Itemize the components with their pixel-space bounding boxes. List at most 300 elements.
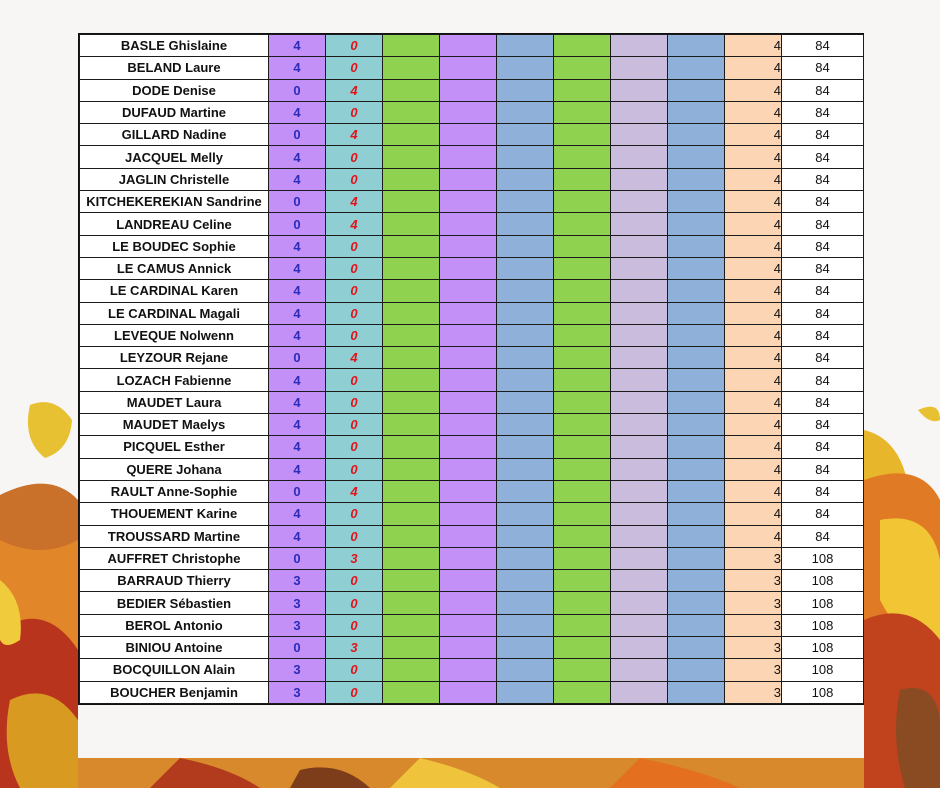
- value-cell-10[interactable]: 4: [725, 79, 782, 101]
- value-cell-2[interactable]: 0: [326, 570, 383, 592]
- value-cell-2[interactable]: 4: [326, 191, 383, 213]
- empty-cell[interactable]: [383, 458, 440, 480]
- value-cell-11[interactable]: 84: [782, 414, 864, 436]
- value-cell-10[interactable]: 3: [725, 637, 782, 659]
- name-cell[interactable]: BEDIER Sébastien: [80, 592, 269, 614]
- value-cell-10[interactable]: 4: [725, 480, 782, 502]
- empty-cell[interactable]: [497, 458, 554, 480]
- empty-cell[interactable]: [497, 57, 554, 79]
- value-cell-11[interactable]: 108: [782, 614, 864, 636]
- value-cell-11[interactable]: 84: [782, 503, 864, 525]
- empty-cell[interactable]: [611, 391, 668, 413]
- name-cell[interactable]: THOUEMENT Karine: [80, 503, 269, 525]
- empty-cell[interactable]: [611, 614, 668, 636]
- empty-cell[interactable]: [440, 614, 497, 636]
- value-cell-11[interactable]: 84: [782, 280, 864, 302]
- value-cell-1[interactable]: 4: [269, 35, 326, 57]
- value-cell-10[interactable]: 3: [725, 681, 782, 703]
- value-cell-1[interactable]: 0: [269, 124, 326, 146]
- value-cell-1[interactable]: 4: [269, 324, 326, 346]
- value-cell-10[interactable]: 3: [725, 659, 782, 681]
- value-cell-11[interactable]: 84: [782, 146, 864, 168]
- empty-cell[interactable]: [668, 547, 725, 569]
- value-cell-11[interactable]: 108: [782, 570, 864, 592]
- empty-cell[interactable]: [611, 257, 668, 279]
- empty-cell[interactable]: [554, 458, 611, 480]
- value-cell-1[interactable]: 0: [269, 480, 326, 502]
- value-cell-10[interactable]: 4: [725, 347, 782, 369]
- empty-cell[interactable]: [668, 436, 725, 458]
- value-cell-2[interactable]: 0: [326, 503, 383, 525]
- empty-cell[interactable]: [383, 235, 440, 257]
- empty-cell[interactable]: [383, 101, 440, 123]
- empty-cell[interactable]: [668, 257, 725, 279]
- value-cell-2[interactable]: 0: [326, 146, 383, 168]
- empty-cell[interactable]: [611, 168, 668, 190]
- value-cell-10[interactable]: 3: [725, 592, 782, 614]
- value-cell-1[interactable]: 3: [269, 570, 326, 592]
- empty-cell[interactable]: [668, 637, 725, 659]
- empty-cell[interactable]: [497, 614, 554, 636]
- empty-cell[interactable]: [554, 35, 611, 57]
- empty-cell[interactable]: [440, 525, 497, 547]
- value-cell-1[interactable]: 4: [269, 503, 326, 525]
- empty-cell[interactable]: [554, 391, 611, 413]
- empty-cell[interactable]: [668, 124, 725, 146]
- empty-cell[interactable]: [497, 324, 554, 346]
- value-cell-2[interactable]: 4: [326, 347, 383, 369]
- empty-cell[interactable]: [668, 480, 725, 502]
- empty-cell[interactable]: [668, 235, 725, 257]
- empty-cell[interactable]: [497, 436, 554, 458]
- empty-cell[interactable]: [440, 414, 497, 436]
- empty-cell[interactable]: [383, 436, 440, 458]
- empty-cell[interactable]: [383, 391, 440, 413]
- empty-cell[interactable]: [383, 124, 440, 146]
- value-cell-2[interactable]: 0: [326, 257, 383, 279]
- empty-cell[interactable]: [440, 213, 497, 235]
- empty-cell[interactable]: [668, 592, 725, 614]
- empty-cell[interactable]: [383, 681, 440, 703]
- name-cell[interactable]: QUERE Johana: [80, 458, 269, 480]
- empty-cell[interactable]: [611, 637, 668, 659]
- value-cell-2[interactable]: 0: [326, 280, 383, 302]
- empty-cell[interactable]: [440, 592, 497, 614]
- value-cell-2[interactable]: 0: [326, 525, 383, 547]
- empty-cell[interactable]: [440, 681, 497, 703]
- value-cell-1[interactable]: 4: [269, 280, 326, 302]
- empty-cell[interactable]: [440, 480, 497, 502]
- value-cell-11[interactable]: 84: [782, 458, 864, 480]
- value-cell-11[interactable]: 84: [782, 124, 864, 146]
- value-cell-11[interactable]: 84: [782, 191, 864, 213]
- empty-cell[interactable]: [440, 235, 497, 257]
- empty-cell[interactable]: [497, 480, 554, 502]
- empty-cell[interactable]: [497, 280, 554, 302]
- empty-cell[interactable]: [440, 369, 497, 391]
- empty-cell[interactable]: [668, 391, 725, 413]
- value-cell-2[interactable]: 0: [326, 235, 383, 257]
- empty-cell[interactable]: [554, 369, 611, 391]
- name-cell[interactable]: DUFAUD Martine: [80, 101, 269, 123]
- empty-cell[interactable]: [554, 570, 611, 592]
- value-cell-2[interactable]: 0: [326, 458, 383, 480]
- empty-cell[interactable]: [668, 57, 725, 79]
- empty-cell[interactable]: [668, 146, 725, 168]
- value-cell-10[interactable]: 4: [725, 191, 782, 213]
- empty-cell[interactable]: [440, 347, 497, 369]
- value-cell-10[interactable]: 3: [725, 614, 782, 636]
- empty-cell[interactable]: [554, 637, 611, 659]
- empty-cell[interactable]: [554, 436, 611, 458]
- empty-cell[interactable]: [440, 659, 497, 681]
- empty-cell[interactable]: [497, 101, 554, 123]
- name-cell[interactable]: LEVEQUE Nolwenn: [80, 324, 269, 346]
- empty-cell[interactable]: [497, 592, 554, 614]
- value-cell-11[interactable]: 84: [782, 35, 864, 57]
- empty-cell[interactable]: [611, 191, 668, 213]
- empty-cell[interactable]: [611, 547, 668, 569]
- value-cell-11[interactable]: 84: [782, 347, 864, 369]
- value-cell-11[interactable]: 84: [782, 302, 864, 324]
- empty-cell[interactable]: [554, 347, 611, 369]
- empty-cell[interactable]: [440, 324, 497, 346]
- value-cell-10[interactable]: 4: [725, 369, 782, 391]
- name-cell[interactable]: LOZACH Fabienne: [80, 369, 269, 391]
- value-cell-1[interactable]: 0: [269, 213, 326, 235]
- value-cell-10[interactable]: 4: [725, 436, 782, 458]
- empty-cell[interactable]: [383, 35, 440, 57]
- value-cell-2[interactable]: 3: [326, 547, 383, 569]
- empty-cell[interactable]: [497, 191, 554, 213]
- empty-cell[interactable]: [668, 659, 725, 681]
- empty-cell[interactable]: [554, 235, 611, 257]
- empty-cell[interactable]: [554, 659, 611, 681]
- value-cell-11[interactable]: 84: [782, 257, 864, 279]
- empty-cell[interactable]: [611, 347, 668, 369]
- empty-cell[interactable]: [668, 168, 725, 190]
- value-cell-1[interactable]: 4: [269, 101, 326, 123]
- empty-cell[interactable]: [611, 35, 668, 57]
- empty-cell[interactable]: [611, 57, 668, 79]
- empty-cell[interactable]: [611, 101, 668, 123]
- name-cell[interactable]: TROUSSARD Martine: [80, 525, 269, 547]
- value-cell-10[interactable]: 4: [725, 503, 782, 525]
- empty-cell[interactable]: [440, 280, 497, 302]
- value-cell-2[interactable]: 0: [326, 659, 383, 681]
- name-cell[interactable]: JAGLIN Christelle: [80, 168, 269, 190]
- empty-cell[interactable]: [383, 191, 440, 213]
- name-cell[interactable]: BEROL Antonio: [80, 614, 269, 636]
- value-cell-2[interactable]: 0: [326, 414, 383, 436]
- empty-cell[interactable]: [554, 324, 611, 346]
- empty-cell[interactable]: [554, 124, 611, 146]
- name-cell[interactable]: BINIOU Antoine: [80, 637, 269, 659]
- empty-cell[interactable]: [554, 547, 611, 569]
- name-cell[interactable]: KITCHEKEREKIAN Sandrine: [80, 191, 269, 213]
- name-cell[interactable]: MAUDET Laura: [80, 391, 269, 413]
- empty-cell[interactable]: [440, 35, 497, 57]
- value-cell-2[interactable]: 0: [326, 168, 383, 190]
- value-cell-1[interactable]: 3: [269, 592, 326, 614]
- value-cell-2[interactable]: 4: [326, 79, 383, 101]
- value-cell-2[interactable]: 0: [326, 324, 383, 346]
- empty-cell[interactable]: [383, 525, 440, 547]
- value-cell-1[interactable]: 0: [269, 191, 326, 213]
- empty-cell[interactable]: [554, 191, 611, 213]
- empty-cell[interactable]: [383, 369, 440, 391]
- name-cell[interactable]: LE CARDINAL Magali: [80, 302, 269, 324]
- empty-cell[interactable]: [668, 347, 725, 369]
- value-cell-1[interactable]: 0: [269, 79, 326, 101]
- value-cell-11[interactable]: 84: [782, 324, 864, 346]
- empty-cell[interactable]: [668, 369, 725, 391]
- value-cell-2[interactable]: 0: [326, 681, 383, 703]
- name-cell[interactable]: AUFFRET Christophe: [80, 547, 269, 569]
- empty-cell[interactable]: [440, 436, 497, 458]
- empty-cell[interactable]: [383, 659, 440, 681]
- empty-cell[interactable]: [497, 235, 554, 257]
- name-cell[interactable]: BASLE Ghislaine: [80, 35, 269, 57]
- value-cell-2[interactable]: 3: [326, 637, 383, 659]
- empty-cell[interactable]: [611, 592, 668, 614]
- value-cell-11[interactable]: 108: [782, 681, 864, 703]
- value-cell-10[interactable]: 4: [725, 302, 782, 324]
- value-cell-1[interactable]: 3: [269, 659, 326, 681]
- value-cell-11[interactable]: 84: [782, 480, 864, 502]
- empty-cell[interactable]: [497, 213, 554, 235]
- value-cell-10[interactable]: 4: [725, 525, 782, 547]
- value-cell-10[interactable]: 4: [725, 168, 782, 190]
- value-cell-2[interactable]: 0: [326, 101, 383, 123]
- empty-cell[interactable]: [383, 324, 440, 346]
- value-cell-2[interactable]: 0: [326, 369, 383, 391]
- value-cell-1[interactable]: 4: [269, 257, 326, 279]
- empty-cell[interactable]: [383, 637, 440, 659]
- value-cell-2[interactable]: 4: [326, 213, 383, 235]
- empty-cell[interactable]: [611, 525, 668, 547]
- value-cell-11[interactable]: 84: [782, 369, 864, 391]
- value-cell-1[interactable]: 0: [269, 347, 326, 369]
- empty-cell[interactable]: [611, 124, 668, 146]
- empty-cell[interactable]: [497, 302, 554, 324]
- value-cell-1[interactable]: 0: [269, 547, 326, 569]
- value-cell-1[interactable]: 4: [269, 168, 326, 190]
- value-cell-2[interactable]: 0: [326, 57, 383, 79]
- empty-cell[interactable]: [383, 547, 440, 569]
- name-cell[interactable]: LE CAMUS Annick: [80, 257, 269, 279]
- empty-cell[interactable]: [611, 235, 668, 257]
- empty-cell[interactable]: [611, 436, 668, 458]
- empty-cell[interactable]: [497, 124, 554, 146]
- empty-cell[interactable]: [611, 681, 668, 703]
- value-cell-11[interactable]: 108: [782, 637, 864, 659]
- empty-cell[interactable]: [383, 57, 440, 79]
- empty-cell[interactable]: [497, 503, 554, 525]
- empty-cell[interactable]: [611, 659, 668, 681]
- empty-cell[interactable]: [668, 191, 725, 213]
- empty-cell[interactable]: [668, 503, 725, 525]
- empty-cell[interactable]: [440, 391, 497, 413]
- empty-cell[interactable]: [668, 458, 725, 480]
- value-cell-1[interactable]: 4: [269, 369, 326, 391]
- value-cell-10[interactable]: 4: [725, 101, 782, 123]
- empty-cell[interactable]: [383, 480, 440, 502]
- value-cell-10[interactable]: 4: [725, 124, 782, 146]
- name-cell[interactable]: LE CARDINAL Karen: [80, 280, 269, 302]
- value-cell-11[interactable]: 84: [782, 57, 864, 79]
- empty-cell[interactable]: [497, 414, 554, 436]
- empty-cell[interactable]: [611, 324, 668, 346]
- value-cell-1[interactable]: 4: [269, 525, 326, 547]
- empty-cell[interactable]: [668, 681, 725, 703]
- empty-cell[interactable]: [611, 458, 668, 480]
- value-cell-10[interactable]: 4: [725, 35, 782, 57]
- empty-cell[interactable]: [440, 637, 497, 659]
- value-cell-11[interactable]: 84: [782, 436, 864, 458]
- empty-cell[interactable]: [554, 525, 611, 547]
- empty-cell[interactable]: [611, 302, 668, 324]
- empty-cell[interactable]: [497, 79, 554, 101]
- empty-cell[interactable]: [440, 503, 497, 525]
- empty-cell[interactable]: [440, 79, 497, 101]
- empty-cell[interactable]: [497, 391, 554, 413]
- value-cell-1[interactable]: 4: [269, 302, 326, 324]
- empty-cell[interactable]: [668, 302, 725, 324]
- value-cell-1[interactable]: 3: [269, 614, 326, 636]
- empty-cell[interactable]: [383, 614, 440, 636]
- empty-cell[interactable]: [440, 570, 497, 592]
- empty-cell[interactable]: [383, 168, 440, 190]
- name-cell[interactable]: PICQUEL Esther: [80, 436, 269, 458]
- value-cell-10[interactable]: 3: [725, 547, 782, 569]
- empty-cell[interactable]: [497, 35, 554, 57]
- empty-cell[interactable]: [497, 369, 554, 391]
- name-cell[interactable]: DODE Denise: [80, 79, 269, 101]
- empty-cell[interactable]: [440, 124, 497, 146]
- empty-cell[interactable]: [611, 280, 668, 302]
- name-cell[interactable]: MAUDET Maelys: [80, 414, 269, 436]
- empty-cell[interactable]: [440, 191, 497, 213]
- empty-cell[interactable]: [383, 146, 440, 168]
- empty-cell[interactable]: [497, 637, 554, 659]
- empty-cell[interactable]: [611, 503, 668, 525]
- empty-cell[interactable]: [554, 302, 611, 324]
- value-cell-1[interactable]: 0: [269, 637, 326, 659]
- empty-cell[interactable]: [611, 414, 668, 436]
- empty-cell[interactable]: [497, 168, 554, 190]
- empty-cell[interactable]: [383, 414, 440, 436]
- value-cell-1[interactable]: 4: [269, 436, 326, 458]
- value-cell-11[interactable]: 84: [782, 168, 864, 190]
- empty-cell[interactable]: [611, 79, 668, 101]
- name-cell[interactable]: GILLARD Nadine: [80, 124, 269, 146]
- empty-cell[interactable]: [440, 57, 497, 79]
- empty-cell[interactable]: [611, 480, 668, 502]
- value-cell-10[interactable]: 4: [725, 213, 782, 235]
- value-cell-2[interactable]: 0: [326, 35, 383, 57]
- name-cell[interactable]: LE BOUDEC Sophie: [80, 235, 269, 257]
- value-cell-11[interactable]: 108: [782, 659, 864, 681]
- empty-cell[interactable]: [554, 79, 611, 101]
- value-cell-10[interactable]: 3: [725, 570, 782, 592]
- empty-cell[interactable]: [440, 257, 497, 279]
- empty-cell[interactable]: [554, 146, 611, 168]
- value-cell-10[interactable]: 4: [725, 257, 782, 279]
- name-cell[interactable]: BARRAUD Thierry: [80, 570, 269, 592]
- value-cell-11[interactable]: 84: [782, 391, 864, 413]
- empty-cell[interactable]: [668, 570, 725, 592]
- empty-cell[interactable]: [554, 503, 611, 525]
- value-cell-2[interactable]: 0: [326, 592, 383, 614]
- empty-cell[interactable]: [554, 57, 611, 79]
- empty-cell[interactable]: [497, 146, 554, 168]
- value-cell-2[interactable]: 0: [326, 391, 383, 413]
- empty-cell[interactable]: [554, 592, 611, 614]
- empty-cell[interactable]: [668, 101, 725, 123]
- value-cell-10[interactable]: 4: [725, 280, 782, 302]
- empty-cell[interactable]: [383, 280, 440, 302]
- empty-cell[interactable]: [383, 79, 440, 101]
- value-cell-2[interactable]: 4: [326, 124, 383, 146]
- empty-cell[interactable]: [668, 414, 725, 436]
- empty-cell[interactable]: [554, 257, 611, 279]
- empty-cell[interactable]: [554, 168, 611, 190]
- value-cell-11[interactable]: 84: [782, 213, 864, 235]
- name-cell[interactable]: BELAND Laure: [80, 57, 269, 79]
- empty-cell[interactable]: [497, 347, 554, 369]
- empty-cell[interactable]: [497, 681, 554, 703]
- empty-cell[interactable]: [668, 280, 725, 302]
- value-cell-11[interactable]: 108: [782, 547, 864, 569]
- name-cell[interactable]: JACQUEL Melly: [80, 146, 269, 168]
- name-cell[interactable]: RAULT Anne-Sophie: [80, 480, 269, 502]
- empty-cell[interactable]: [554, 681, 611, 703]
- empty-cell[interactable]: [383, 213, 440, 235]
- value-cell-10[interactable]: 4: [725, 235, 782, 257]
- empty-cell[interactable]: [497, 257, 554, 279]
- name-cell[interactable]: LANDREAU Celine: [80, 213, 269, 235]
- name-cell[interactable]: BOCQUILLON Alain: [80, 659, 269, 681]
- empty-cell[interactable]: [497, 659, 554, 681]
- empty-cell[interactable]: [497, 547, 554, 569]
- empty-cell[interactable]: [440, 547, 497, 569]
- value-cell-10[interactable]: 4: [725, 324, 782, 346]
- empty-cell[interactable]: [611, 369, 668, 391]
- value-cell-10[interactable]: 4: [725, 414, 782, 436]
- empty-cell[interactable]: [554, 480, 611, 502]
- empty-cell[interactable]: [668, 79, 725, 101]
- empty-cell[interactable]: [383, 347, 440, 369]
- value-cell-1[interactable]: 4: [269, 146, 326, 168]
- empty-cell[interactable]: [554, 213, 611, 235]
- empty-cell[interactable]: [497, 525, 554, 547]
- value-cell-2[interactable]: 0: [326, 614, 383, 636]
- value-cell-11[interactable]: 84: [782, 101, 864, 123]
- value-cell-10[interactable]: 4: [725, 57, 782, 79]
- empty-cell[interactable]: [440, 458, 497, 480]
- empty-cell[interactable]: [383, 302, 440, 324]
- value-cell-1[interactable]: 4: [269, 235, 326, 257]
- value-cell-11[interactable]: 108: [782, 592, 864, 614]
- empty-cell[interactable]: [440, 168, 497, 190]
- value-cell-1[interactable]: 4: [269, 391, 326, 413]
- name-cell[interactable]: LEYZOUR Rejane: [80, 347, 269, 369]
- empty-cell[interactable]: [383, 592, 440, 614]
- empty-cell[interactable]: [440, 146, 497, 168]
- empty-cell[interactable]: [668, 213, 725, 235]
- value-cell-2[interactable]: 0: [326, 436, 383, 458]
